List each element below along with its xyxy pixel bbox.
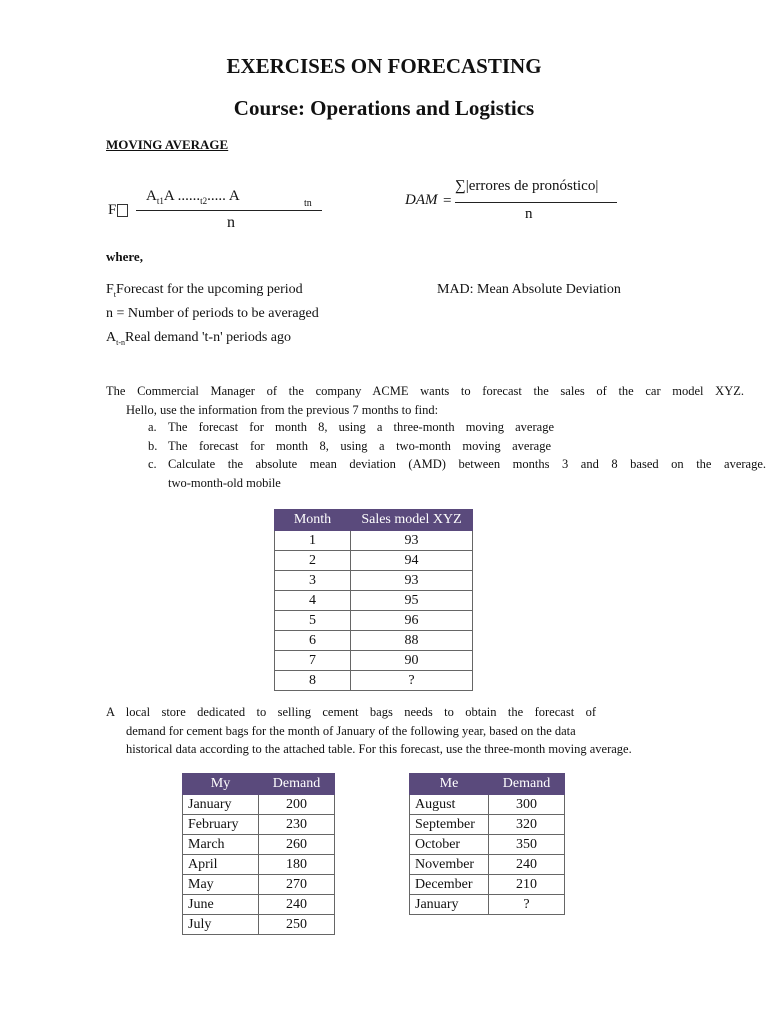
table-cell: 3 bbox=[275, 571, 351, 591]
table-cell: October bbox=[410, 835, 489, 855]
table-row bbox=[410, 835, 565, 855]
table-row bbox=[410, 815, 565, 835]
table-cell: May bbox=[183, 875, 259, 895]
table-cell: 94 bbox=[351, 551, 473, 571]
table-row bbox=[183, 795, 335, 815]
list-item-cont: two-month-old mobile bbox=[168, 476, 281, 490]
table-cell: July bbox=[183, 915, 259, 935]
table-cell: 260 bbox=[259, 835, 335, 855]
table-cell: 93 bbox=[351, 571, 473, 591]
exercise2-intro-cont: demand for cement bags for the month of January of the following year, based on the data bbox=[126, 724, 576, 738]
document-title: EXERCISES ON FORECASTING bbox=[226, 54, 542, 78]
table-row bbox=[410, 875, 565, 895]
course-title: Course: Operations and Logistics bbox=[233, 96, 535, 120]
dam-equals: = bbox=[443, 193, 452, 209]
table-cell: 2 bbox=[275, 551, 351, 571]
table-cell: 200 bbox=[259, 795, 335, 815]
definition-a: $A_{t-n}Real$ demand 't-n' periods ago bbox=[106, 330, 292, 347]
table-row bbox=[183, 915, 335, 935]
table-cell: ? bbox=[489, 895, 565, 915]
dam-lhs: DAM bbox=[405, 192, 438, 208]
table-cell: 210 bbox=[489, 875, 565, 895]
table-cell: 250 bbox=[259, 915, 335, 935]
table-row bbox=[275, 571, 473, 591]
dam-denominator: n bbox=[525, 206, 533, 222]
table-header: My bbox=[183, 774, 259, 795]
table-cell: February bbox=[183, 815, 259, 835]
table-cell: 270 bbox=[259, 875, 335, 895]
table-cell: 1 bbox=[275, 531, 351, 551]
table-header: Sales model XYZ bbox=[351, 510, 473, 531]
table-header: Month bbox=[275, 510, 351, 531]
definition-n: n = Number of periods to be averaged bbox=[106, 306, 319, 321]
table-cell: 96 bbox=[351, 611, 473, 631]
table-cell: 5 bbox=[275, 611, 351, 631]
table-cell: 320 bbox=[489, 815, 565, 835]
exercise2-intro-cont2: historical data according to the attached table. For this forecast, use the three-month moving average. bbox=[126, 742, 632, 756]
dam-formula bbox=[405, 178, 620, 228]
formula-numerator: $A_{t1}A$ $......_{t2}$..... A bbox=[146, 188, 240, 206]
fraction-bar bbox=[455, 202, 617, 203]
table-row bbox=[183, 835, 335, 855]
table-header: Demand bbox=[259, 774, 335, 795]
table-row bbox=[275, 651, 473, 671]
table-cell: 88 bbox=[351, 631, 473, 651]
table-row bbox=[410, 795, 565, 815]
table-cell: August bbox=[410, 795, 489, 815]
table-cell: ? bbox=[351, 671, 473, 691]
table-cell: 90 bbox=[351, 651, 473, 671]
table-row bbox=[183, 895, 335, 915]
table-header: Me bbox=[410, 774, 489, 795]
table-cell: December bbox=[410, 875, 489, 895]
table-cell: 240 bbox=[489, 855, 565, 875]
moving-average-formula bbox=[106, 188, 336, 238]
exercise1-intro: The Commercial Manager of the company ACME wants to forecast the sales of the car model XYZ. bbox=[106, 384, 744, 398]
table-cell: 7 bbox=[275, 651, 351, 671]
table-row bbox=[183, 875, 335, 895]
exercise1-intro-cont: Hello, use the information from the previous 7 months to find: bbox=[126, 403, 439, 417]
table-cell: 350 bbox=[489, 835, 565, 855]
table-cell: November bbox=[410, 855, 489, 875]
table-header: Demand bbox=[489, 774, 565, 795]
sales-table bbox=[274, 509, 473, 691]
table-cell: January bbox=[183, 795, 259, 815]
where-label: where, bbox=[106, 249, 143, 264]
table-cell: 8 bbox=[275, 671, 351, 691]
table-row bbox=[275, 631, 473, 651]
formula-denominator: n bbox=[227, 214, 235, 231]
definition-mad: MAD: Mean Absolute Deviation bbox=[437, 282, 621, 297]
table-cell: June bbox=[183, 895, 259, 915]
table-row bbox=[275, 551, 473, 571]
table-row bbox=[183, 855, 335, 875]
placeholder-box-icon bbox=[117, 204, 128, 217]
demand-table-left bbox=[182, 773, 335, 935]
definition-ft: $F_tForecast$ for the upcoming period bbox=[106, 282, 303, 299]
table-row bbox=[275, 611, 473, 631]
table-cell: September bbox=[410, 815, 489, 835]
table-cell: 180 bbox=[259, 855, 335, 875]
table-cell: 240 bbox=[259, 895, 335, 915]
table-row bbox=[275, 591, 473, 611]
table-cell: 6 bbox=[275, 631, 351, 651]
table-row bbox=[275, 531, 473, 551]
table-row bbox=[410, 895, 565, 915]
exercise2-intro: A local store dedicated to selling cement bags needs to obtain the forecast of bbox=[106, 705, 596, 719]
table-cell: 4 bbox=[275, 591, 351, 611]
dam-numerator: ∑|errores de pronóstico| bbox=[455, 178, 599, 194]
section-heading: MOVING AVERAGE bbox=[106, 137, 229, 152]
demand-table-right bbox=[409, 773, 565, 915]
fraction-bar bbox=[136, 210, 322, 211]
table-row bbox=[183, 815, 335, 835]
table-cell: April bbox=[183, 855, 259, 875]
formula-lhs: F bbox=[108, 202, 128, 219]
table-cell: March bbox=[183, 835, 259, 855]
table-cell: 300 bbox=[489, 795, 565, 815]
table-cell: 95 bbox=[351, 591, 473, 611]
table-cell: 230 bbox=[259, 815, 335, 835]
table-row bbox=[410, 855, 565, 875]
table-row bbox=[275, 671, 473, 691]
table-cell: January bbox=[410, 895, 489, 915]
table-cell: 93 bbox=[351, 531, 473, 551]
formula-sub-tn: tn bbox=[304, 198, 312, 209]
